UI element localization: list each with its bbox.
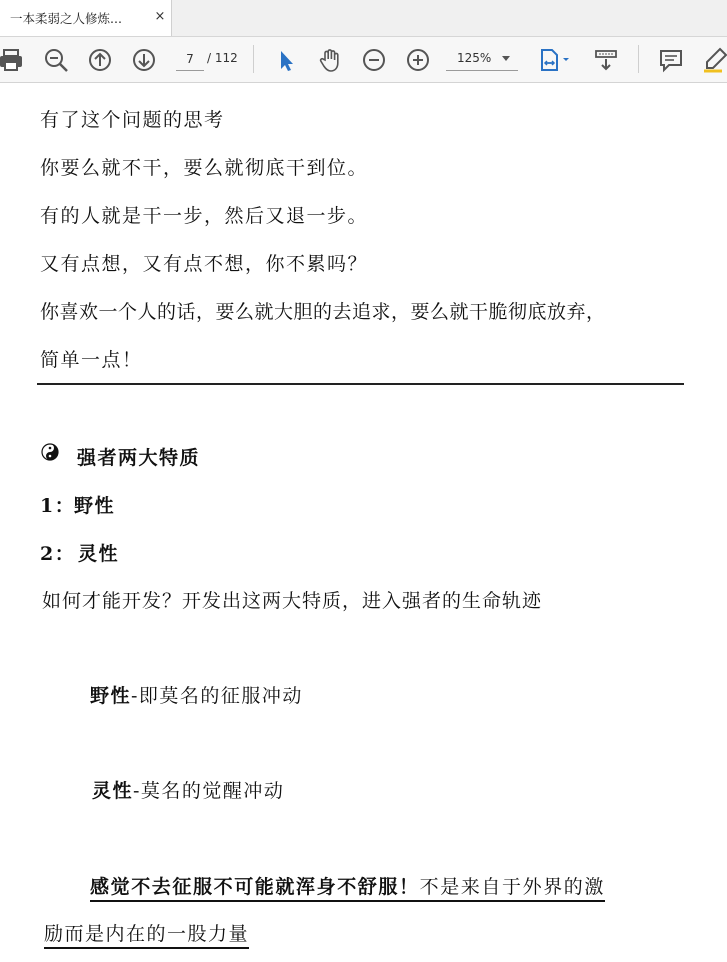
text-line: 有了这个问题的思考 [40,109,225,131]
section-title: 强者两大特质 [77,447,201,469]
text-line: 有的人就是干一步，然后又退一步。 [40,205,369,227]
emphasis-text: 不是来自于外界的激 [420,876,605,902]
tab-title: 一本柔弱之人修炼... [10,11,122,26]
emphasis-bold: 感觉不去征服不可能就浑身不舒服！ [90,876,420,902]
list-item: 野性 [74,495,116,517]
zoom-select[interactable] [446,48,518,71]
definition: -即莫名的征服冲动 [131,685,303,707]
document-tab[interactable] [0,0,172,36]
highlight-pen-icon[interactable] [700,46,727,74]
text-line: 又有点想，又有点不想，你不累吗？ [40,253,369,275]
list-number: 1： [40,495,76,517]
toolbar [0,37,727,83]
scroll-mode-icon[interactable] [592,46,620,74]
comment-icon[interactable] [657,46,685,74]
next-page-icon[interactable] [130,46,158,74]
chevron-down-icon [502,56,510,61]
text-line: 你喜欢一个人的话，要么就大胆的去追求，要么就干脆彻底放弃， [40,301,606,323]
page-total: / 112 [207,51,238,65]
close-icon[interactable]: × [154,9,166,24]
list-item: 灵性 [78,543,120,565]
hand-tool-icon[interactable] [316,46,344,74]
list-number: 2： [40,543,76,565]
text-line: 如何才能开发？开发出这两大特质，进入强者的生命轨迹 [42,590,543,612]
tab-bar [0,0,727,37]
text-line: 你要么就不干，要么就彻底干到位。 [40,157,369,179]
zoom-out-magnifier-icon[interactable] [42,46,70,74]
yin-yang-icon [41,443,59,461]
term: 野性 [90,685,132,707]
print-icon[interactable] [0,46,25,74]
previous-page-icon[interactable] [86,46,114,74]
select-cursor-icon[interactable] [272,46,300,74]
text-line: 简单一点！ [40,349,143,371]
zoom-out-icon[interactable] [360,46,388,74]
emphasis-text: 励而是内在的一股力量 [44,923,249,949]
divider-line [37,383,684,385]
definition-line [90,681,303,708]
emphasis-line [44,919,249,946]
toolbar-divider [638,45,639,73]
zoom-value: 125% [457,51,492,65]
toolbar-divider [253,45,254,73]
page-number-input[interactable] [176,48,204,71]
zoom-in-icon[interactable] [404,46,432,74]
definition: -莫名的觉醒冲动 [133,780,285,802]
document-page [0,83,727,962]
term: 灵性 [92,780,134,802]
definition-line [92,776,284,803]
fit-page-icon[interactable] [536,46,576,74]
emphasis-line [90,872,605,899]
